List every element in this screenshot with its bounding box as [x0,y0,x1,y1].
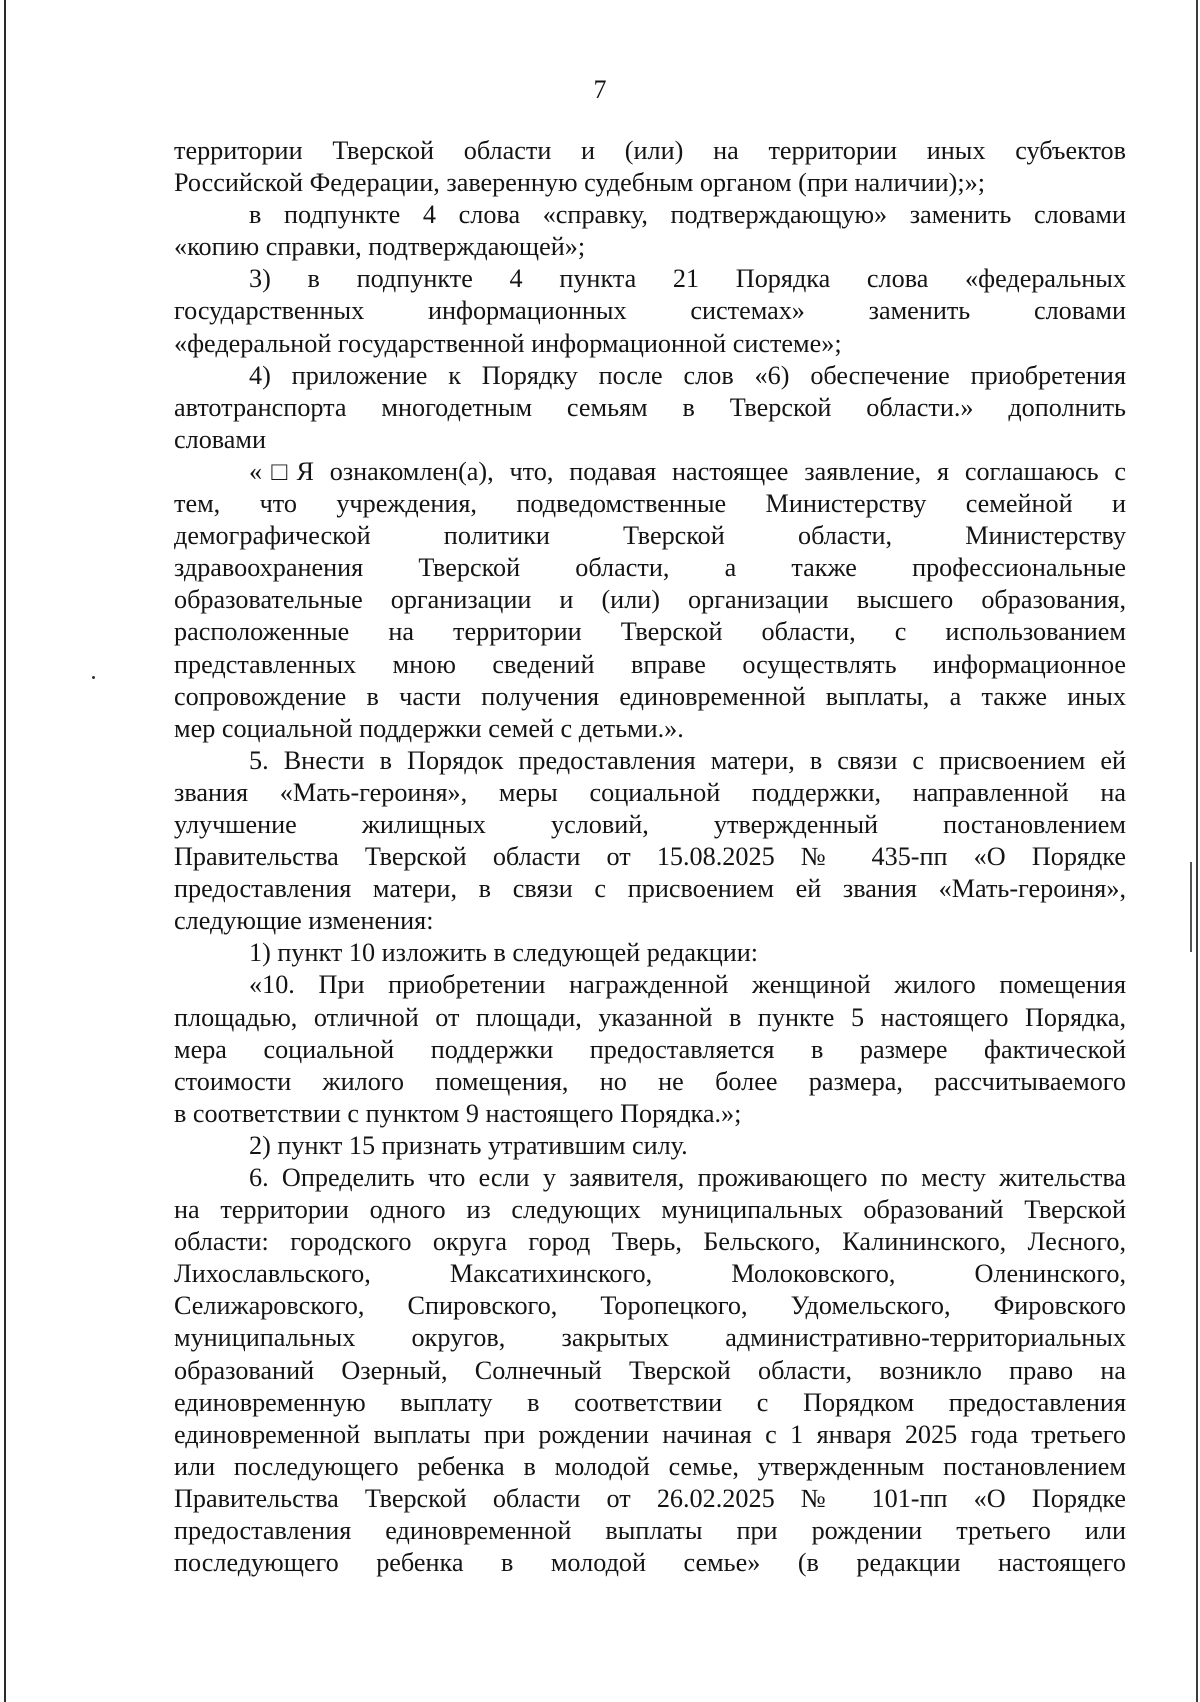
page-number: 7 [593,75,607,104]
text-line: тем, что учреждения, подведомственные Министерству семейной и [174,489,1126,519]
scan-mark [1190,862,1192,952]
text-line: звания «Мать-героиня», меры социальной поддержки, направленной на [174,777,1126,807]
text-line: образований Озерный, Солнечный Тверской области, возникло право на [174,1355,1126,1385]
text-line: Правительства Тверской области от 15.08.2025 № 435-пп «О Порядке [174,842,1126,872]
text-line: муниципальных округов, закрытых административно-территориальных [174,1323,1126,1353]
text-line: 2) пункт 15 признать утратившим силу. [249,1130,688,1160]
text-line: здравоохранения Тверской области, а также профессиональные [174,553,1126,583]
text-line: 6. Определить что если у заявителя, проживающего по месту жительства [249,1163,1126,1192]
text-line: автотранспорта многодетным семьям в Тверской области.» дополнить [174,392,1126,422]
text-line: в соответствии с пунктом 9 настоящего Порядка.»; [174,1098,742,1128]
text-line: 4) приложение к Порядку после слов «6) обеспечение приобретения [249,360,1126,390]
text-line: 1) пункт 10 изложить в следующей редакции: [249,938,759,968]
scan-edge-right [1196,0,1198,1702]
text-line: мера социальной поддержки предоставляется в размере фактической [174,1034,1126,1064]
text-line: Селижаровского, Спировского, Торопецкого, Удомельского, Фировского [174,1291,1126,1321]
text-line: единовременной выплаты при рождении начиная с 1 января 2025 года третьего [174,1419,1126,1449]
text-line: предоставления матери, в связи с присвоением ей звания «Мать-героиня», [174,874,1126,904]
text-line: государственных информационных системах» заменить словами [174,296,1126,326]
text-line: последующего ребенка в молодой семье» (в редакции настоящего [174,1548,1126,1578]
scan-edge-left [4,0,6,1702]
text-line: сопровождение в части получения единовременной выплаты, а также иных [174,681,1126,711]
text-line: 3) в подпункте 4 пункта 21 Порядка слова «федеральных [249,264,1126,294]
text-line: стоимости жилого помещения, но не более размера, рассчитываемого [174,1066,1126,1096]
scan-speck [92,676,95,679]
text-line: мер социальной поддержки семей с детьми.». [174,713,684,743]
text-line: площадью, отличной от площади, указанной в пункте 5 настоящего Порядка, [174,1002,1126,1032]
text-line: Правительства Тверской области от 26.02.2025 № 101-пп «О Порядке [174,1483,1126,1513]
text-line: словами [174,424,267,454]
text-line: представленных мною сведений вправе осуществлять информационное [174,649,1126,679]
text-line: расположенные на территории Тверской области, с использованием [174,617,1126,647]
text-line: «федеральной государственной информационной системе»; [174,328,842,358]
text-line: в подпункте 4 слова «справку, подтверждающую» заменить словами [249,200,1126,230]
text-line: территории Тверской области и (или) на территории иных субъектов [174,136,1126,165]
text-line: единовременную выплату в соответствии с Порядком предоставления [174,1387,1126,1417]
text-line: Российской Федерации, заверенную судебным органом (при наличии);»; [174,168,986,198]
text-line: или последующего ребенка в молодой семье, утвержденным постановлением [174,1451,1126,1481]
text-line: Лихославльского, Максатихинского, Молоковского, Оленинского, [174,1259,1126,1289]
text-line: демографической политики Тверской области, Министерству [174,521,1126,551]
text-line: улучшение жилищных условий, утвержденный постановлением [174,809,1126,839]
document-body-text [174,135,1126,1579]
text-line: «копию справки, подтверждающей»; [174,232,586,262]
text-line: «10. При приобретении награжденной женщиной жилого помещения [249,970,1126,1000]
text-line: образовательные организации и (или) организации высшего образования, [174,585,1126,615]
text-line: 5. Внести в Порядок предоставления матери, в связи с присвоением ей [249,745,1126,775]
text-line: предоставления единовременной выплаты при рождении третьего или [174,1516,1126,1546]
text-line: следующие изменения: [174,906,434,936]
text-line: на территории одного из следующих муниципальных образований Тверской [174,1195,1126,1225]
text-line: «□Я ознакомлен(а), что, подавая настоящее заявление, я соглашаюсь с [249,456,1126,486]
text-line: области: городского округа город Тверь, Бельского, Калининского, Лесного, [174,1227,1126,1257]
